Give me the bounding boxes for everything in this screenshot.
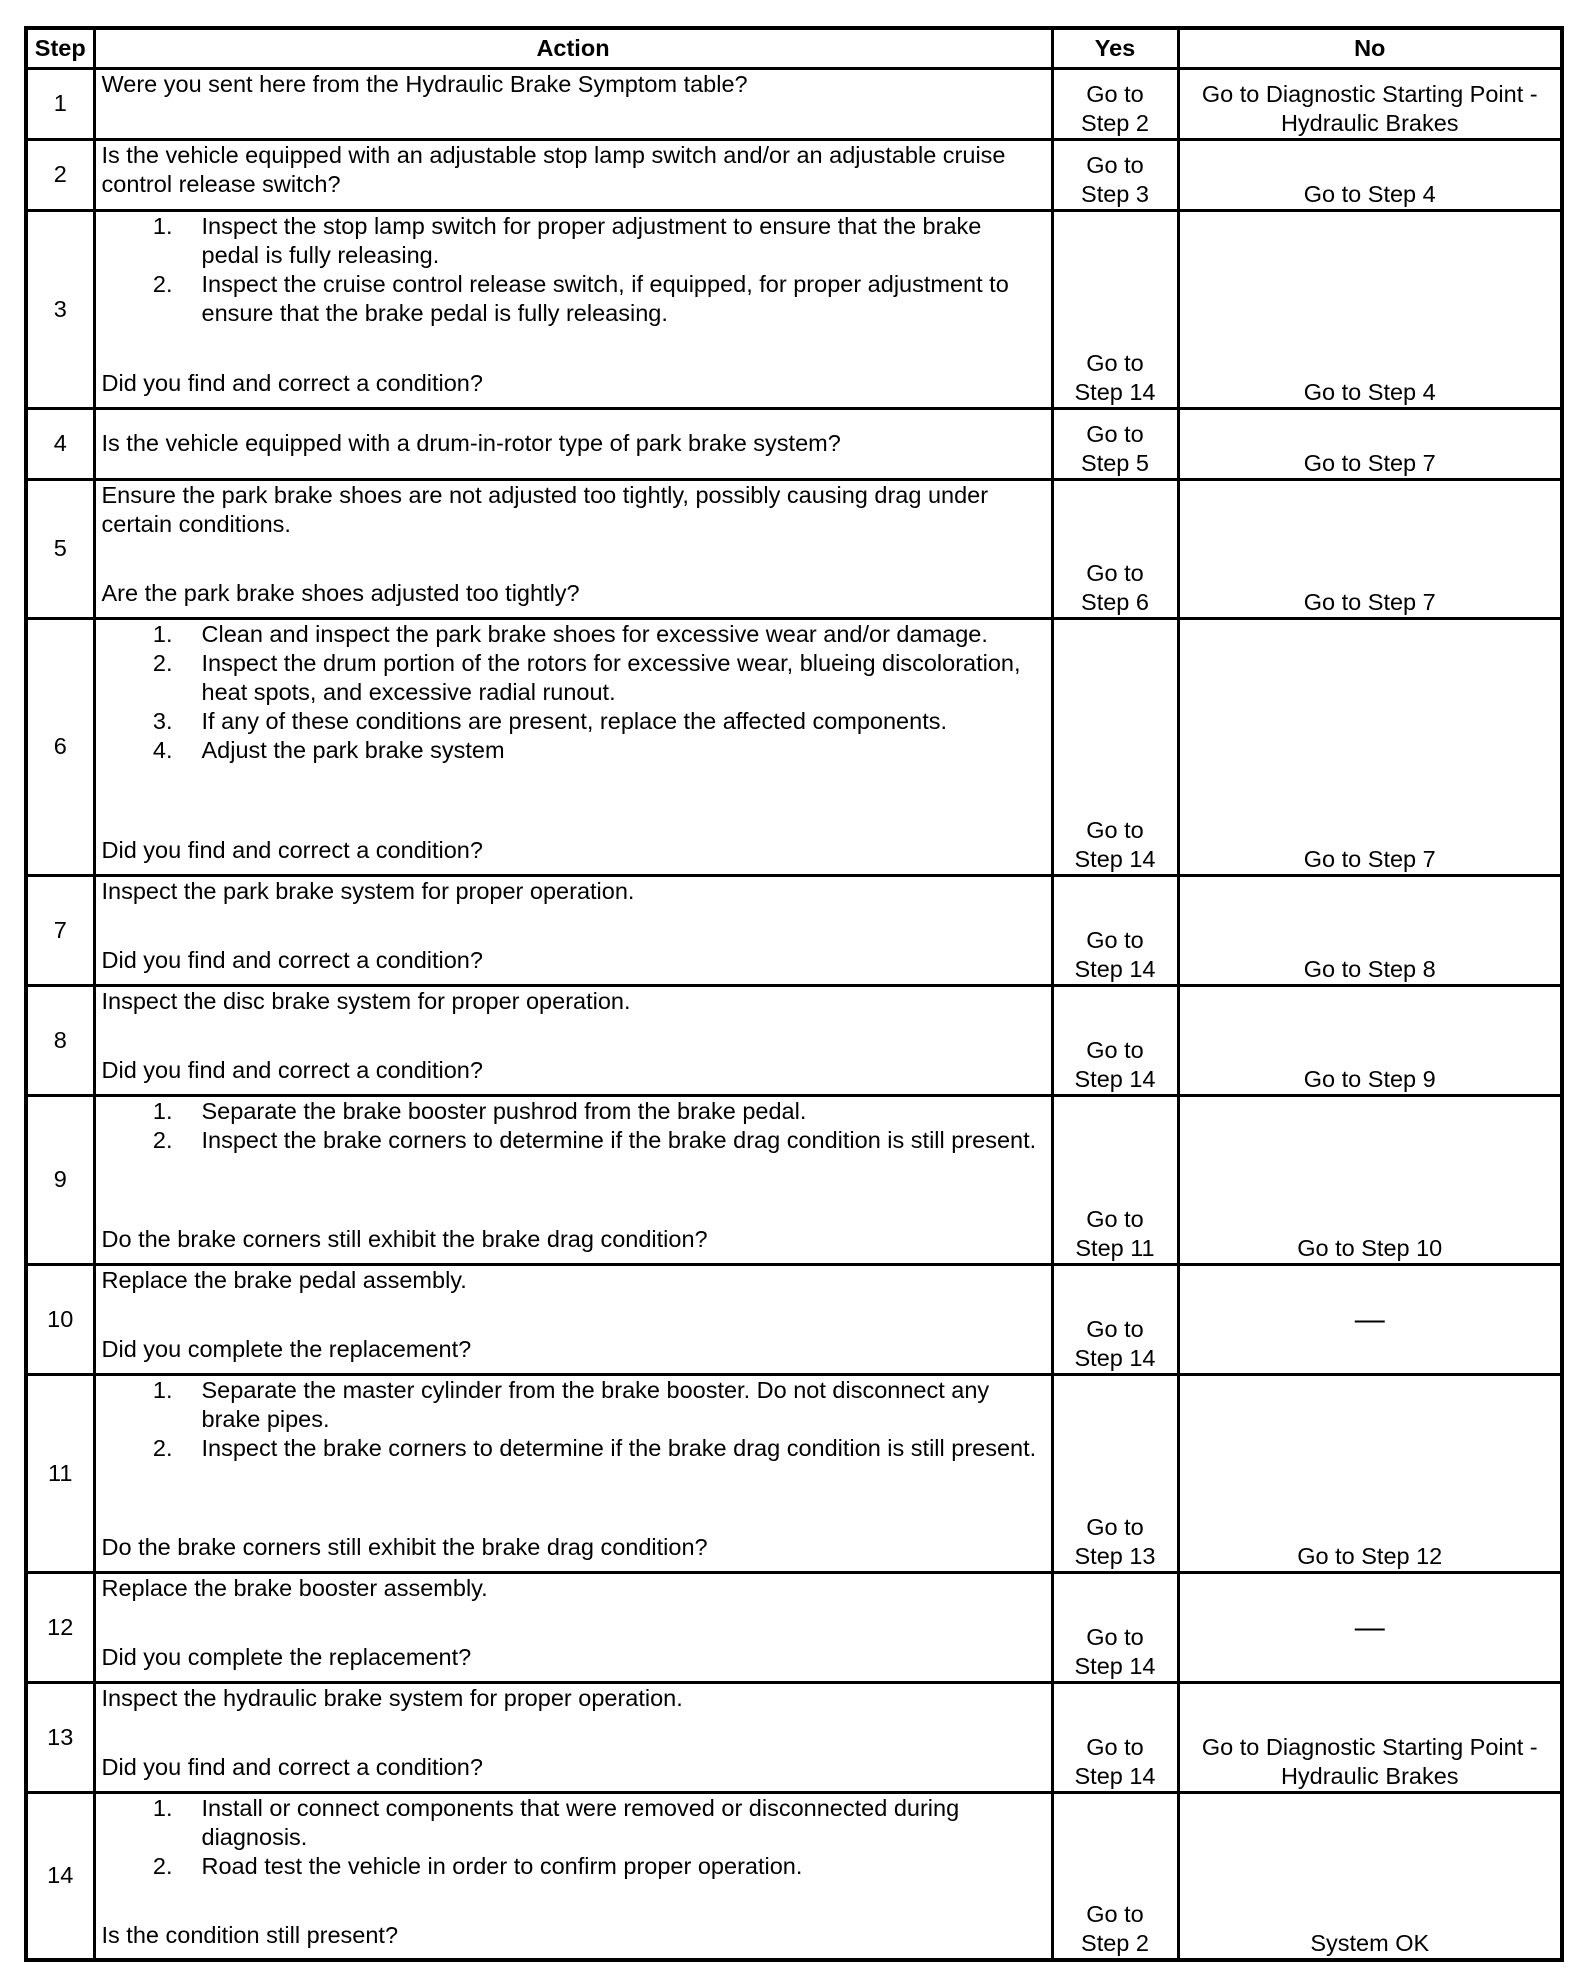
no-column-header: No [1178, 28, 1562, 68]
list-item: 2. Inspect the cruise control release switch, if equipped, for proper adjustment to ensure that the brake pedal is fully releasing. [102, 270, 1045, 328]
table-row [26, 1682, 1562, 1792]
action-text: Inspect the park brake system for proper operation. [101, 877, 635, 904]
yes-go-to: Go to [1086, 420, 1144, 447]
table-row [26, 68, 1562, 139]
table-row [26, 875, 1562, 985]
no-line-2: Hydraulic Brakes [1280, 109, 1459, 136]
table-row [26, 139, 1562, 210]
list-item-text: Separate the master cylinder from the brake booster. Do not disconnect any brake pipes. [201, 1376, 990, 1432]
action-column-header: Action [94, 28, 1052, 68]
yes-cell [1052, 1572, 1178, 1682]
list-item: 1. Separate the master cylinder from the brake booster. Do not disconnect any brake pipes. [102, 1376, 1045, 1434]
action-question: Did you complete the replacement? [101, 1643, 472, 1670]
yes-step: Step 2 [1081, 109, 1149, 136]
no-cell [1178, 1682, 1562, 1792]
no-cell: Go to Step 8 [1178, 875, 1562, 985]
no-cell: Go to Step 9 [1178, 985, 1562, 1095]
no-line-2: Hydraulic Brakes [1280, 1762, 1459, 1789]
no-cell: Go to Step 4 [1178, 210, 1562, 408]
action-cell [94, 875, 1052, 985]
yes-go-to: Go to [1086, 151, 1144, 178]
action-question: Is the condition still present? [101, 1921, 399, 1948]
action-text: Ensure the park brake shoes are not adjusted too tightly, possibly causing drag under certain conditions. [101, 481, 989, 537]
no-cell: Go to Step 10 [1178, 1095, 1562, 1264]
yes-step: Step 3 [1081, 180, 1149, 207]
yes-go-to: Go to [1086, 926, 1144, 953]
yes-step: Step 14 [1074, 1652, 1156, 1679]
yes-step: Step 6 [1081, 588, 1149, 615]
action-text: Replace the brake booster assembly. [101, 1574, 488, 1601]
no-cell: Go to Step 12 [1178, 1374, 1562, 1572]
action-question: Did you find and correct a condition? [101, 1056, 483, 1083]
yes-step: Step 14 [1074, 1344, 1156, 1371]
table-row [26, 479, 1562, 618]
no-cell: Go to Step 4 [1178, 139, 1562, 210]
yes-go-to: Go to [1086, 80, 1144, 107]
list-item: 2. Road test the vehicle in order to confirm proper operation. [102, 1852, 1045, 1881]
step-number: 13 [26, 1682, 94, 1792]
yes-go-to: Go to [1086, 1205, 1144, 1232]
yes-go-to: Go to [1086, 816, 1144, 843]
action-text: Inspect the hydraulic brake system for proper operation. [101, 1684, 683, 1711]
no-cell-dash: — [1178, 1264, 1562, 1374]
diagnostic-table [24, 26, 1564, 1962]
step-number: 8 [26, 985, 94, 1095]
action-text: Replace the brake pedal assembly. [101, 1266, 467, 1293]
no-line-1: Go to Diagnostic Starting Point - [1201, 80, 1538, 107]
action-question: Did you find and correct a condition? [101, 836, 483, 863]
step-number: 5 [26, 479, 94, 618]
yes-step: Step 14 [1074, 378, 1156, 405]
action-text: Inspect the disc brake system for proper operation. [101, 987, 631, 1014]
step-number: 11 [26, 1374, 94, 1572]
action-cell [94, 479, 1052, 618]
action-question: Did you complete the replacement? [101, 1335, 472, 1362]
yes-go-to: Go to [1086, 1901, 1144, 1927]
yes-step: Step 14 [1074, 1762, 1156, 1789]
action-cell [94, 985, 1052, 1095]
yes-step: Step 11 [1075, 1234, 1155, 1261]
step-number: 9 [26, 1095, 94, 1264]
step-number: 12 [26, 1572, 94, 1682]
list-item: 1. Clean and inspect the park brake shoes for excessive wear and/or damage. [102, 620, 1045, 649]
list-item: 1. Install or connect components that were removed or disconnected during diagnosis. [102, 1794, 1045, 1852]
action-cell [94, 1374, 1052, 1572]
list-item-text: Adjust the park brake system [201, 736, 505, 763]
yes-cell [1052, 68, 1178, 139]
no-cell-dash: — [1178, 1572, 1562, 1682]
list-item-text: Inspect the cruise control release switch, if equipped, for proper adjustment to ensure that the brake pedal is fully releasing. [201, 270, 1009, 326]
yes-column-header: Yes [1052, 28, 1178, 68]
action-question: Did you find and correct a condition? [101, 369, 483, 396]
no-cell [1178, 68, 1562, 139]
table-row [26, 618, 1562, 875]
action-question: Do the brake corners still exhibit the brake drag condition? [101, 1533, 708, 1560]
list-item-text: Install or connect components that were removed or disconnected during diagnosis. [201, 1794, 960, 1850]
action-cell [94, 1682, 1052, 1792]
action-question: Are the park brake shoes adjusted too tightly? [101, 579, 580, 606]
yes-cell [1052, 1374, 1178, 1572]
yes-cell [1052, 479, 1178, 618]
yes-go-to: Go to [1086, 1623, 1144, 1650]
table-row [26, 1264, 1562, 1374]
action-cell [94, 1095, 1052, 1264]
list-item: 4. Adjust the park brake system [102, 736, 1045, 765]
table-row [26, 1792, 1562, 1960]
list-item-text: If any of these conditions are present, replace the affected components. [201, 707, 948, 734]
header-row [26, 28, 1562, 68]
action-cell [94, 618, 1052, 875]
yes-cell [1052, 618, 1178, 875]
action-cell [94, 1264, 1052, 1374]
action-steps-list [102, 1097, 1045, 1155]
yes-cell [1052, 985, 1178, 1095]
table-row [26, 408, 1562, 479]
action-steps-list [102, 620, 1045, 765]
step-number: 4 [26, 408, 94, 479]
no-cell: Go to Step 7 [1178, 618, 1562, 875]
list-item: 3. If any of these conditions are present, replace the affected components. [102, 707, 1045, 736]
action-steps-list [102, 1376, 1045, 1463]
table-row [26, 985, 1562, 1095]
table-row [26, 210, 1562, 408]
list-item-text: Inspect the drum portion of the rotors for excessive wear, blueing discoloration, heat spots, and excessive radial runout. [201, 649, 1021, 705]
yes-go-to: Go to [1086, 1733, 1144, 1760]
action-text: Is the vehicle equipped with an adjustable stop lamp switch and/or an adjustable cruise control release switch? [94, 139, 1052, 210]
action-text: Is the vehicle equipped with a drum-in-rotor type of park brake system? [94, 408, 1052, 479]
table-row [26, 1572, 1562, 1682]
action-text: Were you sent here from the Hydraulic Brake Symptom table? [94, 68, 1052, 139]
action-cell [94, 210, 1052, 408]
list-item: 2. Inspect the brake corners to determine if the brake drag condition is still present. [102, 1434, 1045, 1463]
list-item-text: Clean and inspect the park brake shoes for excessive wear and/or damage. [201, 620, 988, 647]
yes-cell [1052, 210, 1178, 408]
yes-step: Step 13 [1074, 1542, 1156, 1569]
yes-cell [1052, 1095, 1178, 1264]
step-number: 10 [26, 1264, 94, 1374]
list-item: 2. Inspect the drum portion of the rotors for excessive wear, blueing discoloration, heat spots, and excessive radial runout. [102, 649, 1045, 707]
table-row [26, 1095, 1562, 1264]
list-item: 2. Inspect the brake corners to determine if the brake drag condition is still present. [102, 1126, 1045, 1155]
yes-go-to: Go to [1086, 1513, 1144, 1540]
action-cell [94, 1572, 1052, 1682]
step-number: 3 [26, 210, 94, 408]
action-steps-list [102, 1794, 1045, 1881]
yes-go-to: Go to [1086, 1315, 1144, 1342]
yes-cell [1052, 1264, 1178, 1374]
step-number: 1 [26, 68, 94, 139]
step-number: 7 [26, 875, 94, 985]
yes-cell [1052, 408, 1178, 479]
list-item-text: Separate the brake booster pushrod from the brake pedal. [201, 1097, 807, 1124]
step-number: 6 [26, 618, 94, 875]
list-item: 1. Inspect the stop lamp switch for proper adjustment to ensure that the brake pedal is fully releasing. [102, 212, 1045, 270]
list-item-text: Inspect the brake corners to determine if the brake drag condition is still present. [201, 1126, 1037, 1153]
list-item-text: Inspect the stop lamp switch for proper adjustment to ensure that the brake pedal is fully releasing. [201, 212, 982, 268]
no-line-1: Go to Diagnostic Starting Point - [1201, 1733, 1538, 1760]
list-item-text: Road test the vehicle in order to confirm proper operation. [201, 1852, 803, 1879]
action-cell [94, 1792, 1052, 1960]
yes-cell [1052, 875, 1178, 985]
yes-go-to: Go to [1086, 1036, 1144, 1063]
step-column-header: Step [26, 28, 94, 68]
yes-step: Step 14 [1074, 845, 1156, 872]
action-question: Did you find and correct a condition? [101, 946, 483, 973]
step-number: 2 [26, 139, 94, 210]
yes-cell [1052, 139, 1178, 210]
yes-go-to: Go to [1086, 559, 1144, 586]
yes-step: Step 2 [1081, 1930, 1149, 1956]
action-steps-list [102, 212, 1045, 328]
no-cell: Go to Step 7 [1178, 408, 1562, 479]
step-number: 14 [26, 1792, 94, 1960]
yes-cell [1052, 1682, 1178, 1792]
yes-go-to: Go to [1086, 349, 1144, 376]
yes-cell [1052, 1792, 1178, 1960]
yes-step: Step 14 [1074, 1065, 1156, 1092]
action-question: Did you find and correct a condition? [101, 1753, 483, 1780]
list-item-text: Inspect the brake corners to determine if the brake drag condition is still present. [201, 1434, 1037, 1461]
action-question: Do the brake corners still exhibit the brake drag condition? [101, 1225, 708, 1252]
table-row [26, 1374, 1562, 1572]
yes-step: Step 5 [1081, 449, 1149, 476]
list-item: 1. Separate the brake booster pushrod from the brake pedal. [102, 1097, 1045, 1126]
no-cell: System OK [1178, 1792, 1562, 1960]
no-cell: Go to Step 7 [1178, 479, 1562, 618]
yes-step: Step 14 [1074, 955, 1156, 982]
